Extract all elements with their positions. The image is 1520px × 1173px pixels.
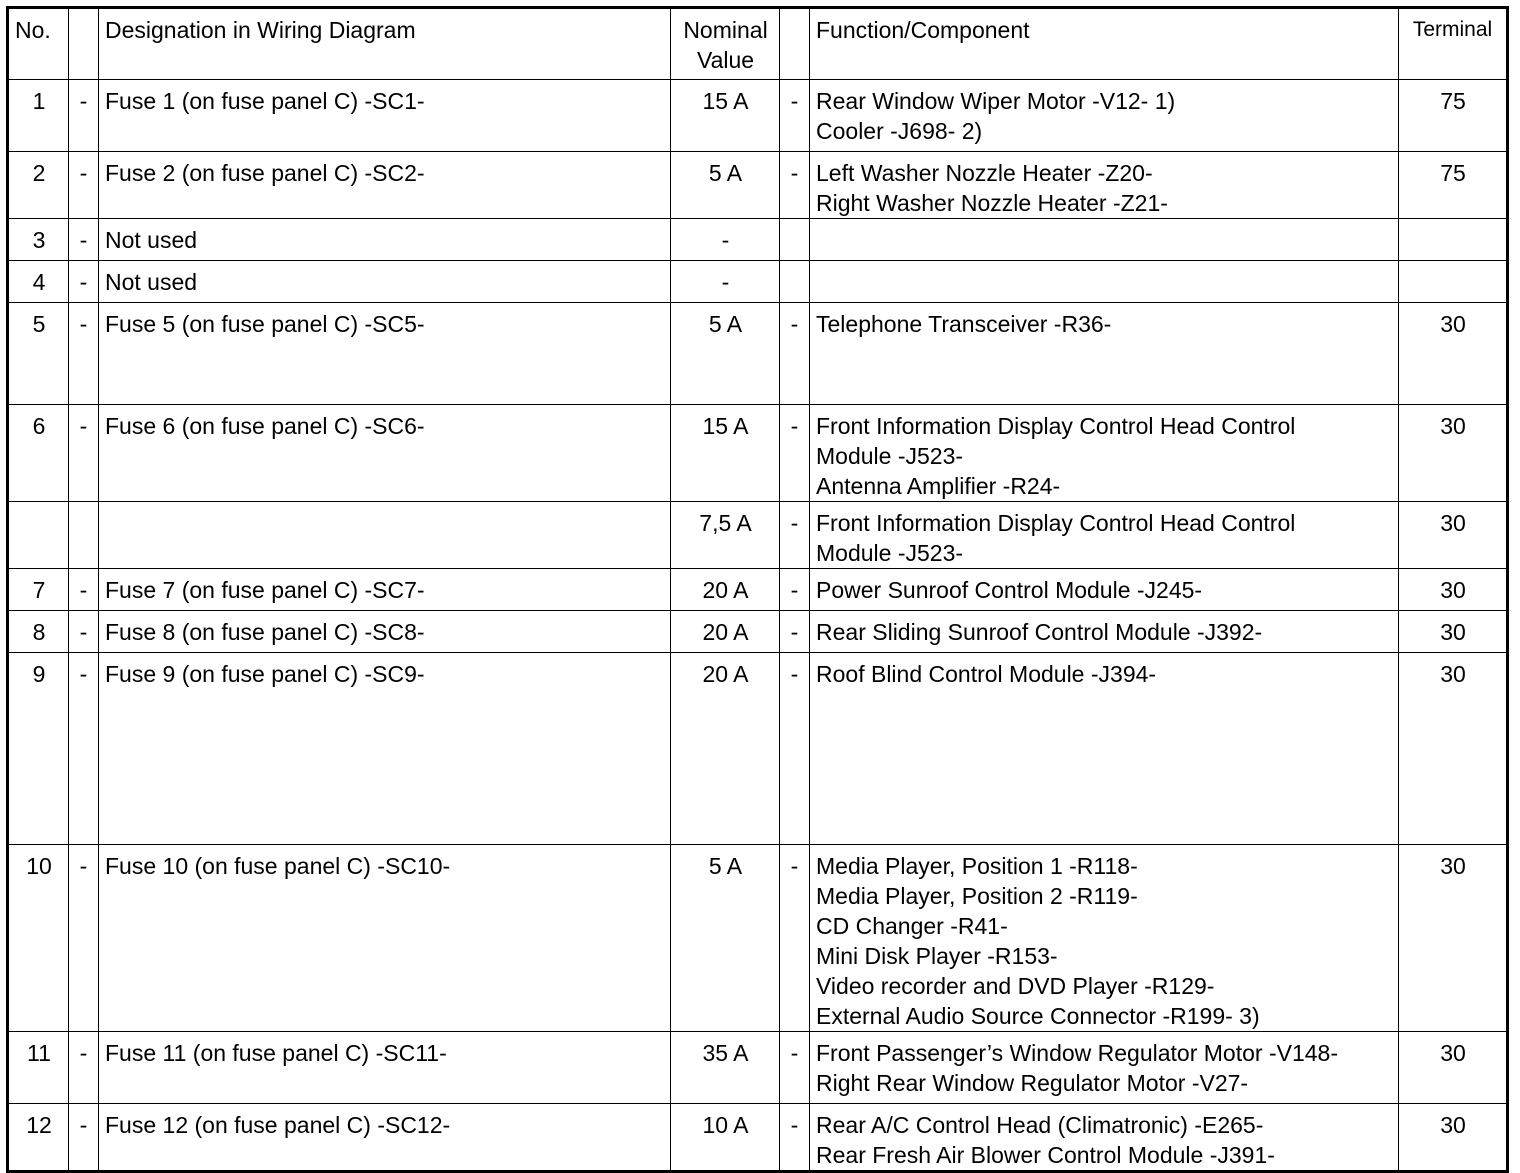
separator-dash: - xyxy=(69,219,99,261)
function-line: Video recorder and DVD Player -R129- xyxy=(816,973,1215,999)
designation xyxy=(99,502,671,569)
fuse-number: 9 xyxy=(8,653,69,845)
table-row xyxy=(8,80,1508,152)
function-component xyxy=(810,653,1399,845)
separator-dash: - xyxy=(780,80,810,152)
header-no: No. xyxy=(8,8,69,80)
terminal: 75 xyxy=(1399,80,1508,152)
function-line: Roof Blind Control Module -J394- xyxy=(816,661,1157,687)
function-line: Front Information Display Control Head Control xyxy=(816,510,1296,536)
nominal-value: 15 A xyxy=(671,405,780,502)
table-row xyxy=(8,261,1508,303)
header-dash xyxy=(780,8,810,80)
separator-dash: - xyxy=(780,405,810,502)
terminal: 75 xyxy=(1399,152,1508,219)
terminal: 30 xyxy=(1399,1032,1508,1104)
function-component xyxy=(810,261,1399,303)
designation: Fuse 6 (on fuse panel C) -SC6- xyxy=(99,405,671,502)
nominal-value: 20 A xyxy=(671,653,780,845)
function-line: Module -J523- xyxy=(816,540,964,566)
function-line: Rear Window Wiper Motor -V12- 1) xyxy=(816,88,1176,114)
fuse-number xyxy=(8,502,69,569)
separator-dash: - xyxy=(69,261,99,303)
separator-dash: - xyxy=(780,845,810,1032)
nominal-value: 35 A xyxy=(671,1032,780,1104)
function-line: CD Changer -R41- xyxy=(816,913,1008,939)
terminal xyxy=(1399,219,1508,261)
terminal: 30 xyxy=(1399,653,1508,845)
fuse-number: 2 xyxy=(8,152,69,219)
designation: Fuse 11 (on fuse panel C) -SC11- xyxy=(99,1032,671,1104)
designation: Fuse 12 (on fuse panel C) -SC12- xyxy=(99,1104,671,1172)
separator-dash: - xyxy=(69,152,99,219)
separator-dash: - xyxy=(780,152,810,219)
separator-dash: - xyxy=(69,569,99,611)
function-line: External Audio Source Connector -R199- 3) xyxy=(816,1003,1260,1029)
function-line: Front Passenger’s Window Regulator Motor -V148- xyxy=(816,1040,1338,1066)
function-component xyxy=(810,405,1399,502)
nominal-value: 20 A xyxy=(671,611,780,653)
fuse-number: 12 xyxy=(8,1104,69,1172)
terminal: 30 xyxy=(1399,611,1508,653)
table-row xyxy=(8,569,1508,611)
table-row xyxy=(8,1104,1508,1172)
table-row xyxy=(8,1032,1508,1104)
designation: Fuse 7 (on fuse panel C) -SC7- xyxy=(99,569,671,611)
separator-dash: - xyxy=(780,502,810,569)
nominal-value: - xyxy=(671,219,780,261)
table-row xyxy=(8,611,1508,653)
designation: Fuse 1 (on fuse panel C) -SC1- xyxy=(99,80,671,152)
separator-dash: - xyxy=(69,845,99,1032)
table-row xyxy=(8,303,1508,405)
header-terminal: Terminal xyxy=(1399,8,1508,80)
terminal: 30 xyxy=(1399,502,1508,569)
designation: Not used xyxy=(99,261,671,303)
table-row xyxy=(8,502,1508,569)
function-component xyxy=(810,845,1399,1032)
function-component xyxy=(810,611,1399,653)
function-line: Left Washer Nozzle Heater -Z20- xyxy=(816,160,1153,186)
separator-dash: - xyxy=(69,405,99,502)
separator-dash: - xyxy=(69,80,99,152)
designation: Not used xyxy=(99,219,671,261)
header-designation: Designation in Wiring Diagram xyxy=(99,8,671,80)
nominal-value: - xyxy=(671,261,780,303)
separator-dash: - xyxy=(780,611,810,653)
function-component xyxy=(810,303,1399,405)
designation: Fuse 9 (on fuse panel C) -SC9- xyxy=(99,653,671,845)
table-row xyxy=(8,152,1508,219)
function-line: Antenna Amplifier -R24- xyxy=(816,473,1061,499)
fuse-number: 11 xyxy=(8,1032,69,1104)
function-line: Right Washer Nozzle Heater -Z21- xyxy=(816,190,1168,216)
nominal-value: 5 A xyxy=(671,152,780,219)
nominal-value: 15 A xyxy=(671,80,780,152)
nominal-value: 5 A xyxy=(671,303,780,405)
terminal: 30 xyxy=(1399,845,1508,1032)
fuse-number: 5 xyxy=(8,303,69,405)
nominal-value: 5 A xyxy=(671,845,780,1032)
fuse-number: 8 xyxy=(8,611,69,653)
header-function: Function/Component xyxy=(810,8,1399,80)
nominal-value: 10 A xyxy=(671,1104,780,1172)
separator-dash: - xyxy=(780,1104,810,1172)
function-line: Cooler -J698- 2) xyxy=(816,118,983,144)
terminal: 30 xyxy=(1399,569,1508,611)
designation: Fuse 8 (on fuse panel C) -SC8- xyxy=(99,611,671,653)
function-component xyxy=(810,1104,1399,1172)
function-line: Rear Fresh Air Blower Control Module -J391- xyxy=(816,1142,1275,1168)
separator-dash: - xyxy=(780,653,810,845)
separator-dash xyxy=(69,502,99,569)
function-line: Telephone Transceiver -R36- xyxy=(816,311,1112,337)
terminal: 30 xyxy=(1399,405,1508,502)
function-component xyxy=(810,152,1399,219)
function-line: Rear A/C Control Head (Climatronic) -E265- xyxy=(816,1112,1264,1138)
function-component xyxy=(810,219,1399,261)
function-component xyxy=(810,80,1399,152)
terminal: 30 xyxy=(1399,1104,1508,1172)
header-row xyxy=(8,8,1508,80)
fuse-assignment-table xyxy=(6,6,1509,1173)
separator-dash: - xyxy=(69,653,99,845)
separator-dash xyxy=(780,261,810,303)
function-line: Rear Sliding Sunroof Control Module -J392- xyxy=(816,619,1263,645)
designation: Fuse 5 (on fuse panel C) -SC5- xyxy=(99,303,671,405)
separator-dash: - xyxy=(69,1104,99,1172)
function-line: Module -J523- xyxy=(816,443,964,469)
fuse-number: 7 xyxy=(8,569,69,611)
function-line: Media Player, Position 2 -R119- xyxy=(816,883,1138,909)
function-line: Right Rear Window Regulator Motor -V27- xyxy=(816,1070,1249,1096)
function-component xyxy=(810,569,1399,611)
table-row xyxy=(8,845,1508,1032)
nominal-value: 7,5 A xyxy=(671,502,780,569)
separator-dash: - xyxy=(780,569,810,611)
header-dash xyxy=(69,8,99,80)
separator-dash: - xyxy=(69,611,99,653)
fuse-number: 3 xyxy=(8,219,69,261)
header-nominal-value: Nominal Value xyxy=(671,8,780,80)
terminal xyxy=(1399,261,1508,303)
separator-dash: - xyxy=(69,303,99,405)
fuse-number: 6 xyxy=(8,405,69,502)
terminal: 30 xyxy=(1399,303,1508,405)
fuse-number: 1 xyxy=(8,80,69,152)
function-line: Front Information Display Control Head Control xyxy=(816,413,1296,439)
nominal-value: 20 A xyxy=(671,569,780,611)
table-body xyxy=(8,80,1508,1172)
separator-dash xyxy=(780,219,810,261)
designation: Fuse 10 (on fuse panel C) -SC10- xyxy=(99,845,671,1032)
separator-dash: - xyxy=(69,1032,99,1104)
table-row xyxy=(8,405,1508,502)
table-row xyxy=(8,653,1508,845)
separator-dash: - xyxy=(780,303,810,405)
function-component xyxy=(810,1032,1399,1104)
fuse-number: 10 xyxy=(8,845,69,1032)
function-component xyxy=(810,502,1399,569)
separator-dash: - xyxy=(780,1032,810,1104)
function-line: Mini Disk Player -R153- xyxy=(816,943,1058,969)
table-row xyxy=(8,219,1508,261)
fuse-number: 4 xyxy=(8,261,69,303)
function-line: Power Sunroof Control Module -J245- xyxy=(816,577,1203,603)
function-line: Media Player, Position 1 -R118- xyxy=(816,853,1138,879)
designation: Fuse 2 (on fuse panel C) -SC2- xyxy=(99,152,671,219)
